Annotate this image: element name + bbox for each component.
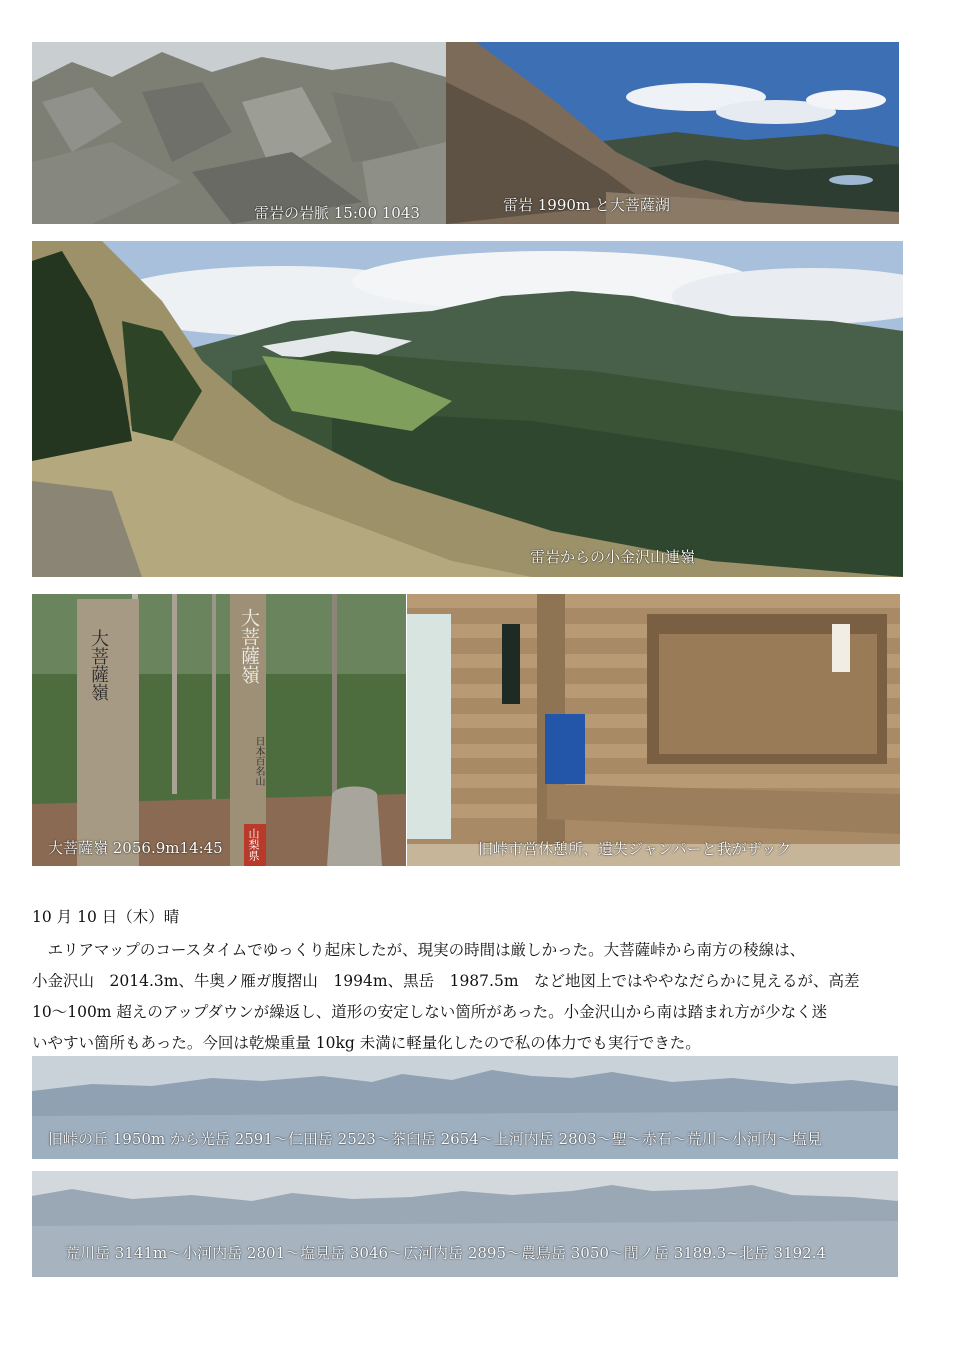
post-left-text: 大菩薩嶺 [88,629,109,701]
post-right-badge: 山梨県 [247,828,260,861]
photo-rest-hut [407,594,900,866]
photo-summit-post [32,594,406,866]
paragraph-line: 10～100m 超えのアップダウンが繰返し、道形の安定しない箇所があった。小金沢山から南は踏まれ方が少なく迷 [32,1003,828,1021]
paragraph-line: いやすい箇所もあった。今回は乾燥重量 10kg 未満に軽量化したので私の体力でも実行できた。 [32,1034,701,1052]
photo-caption: 荒川岳 3141m～小河内岳 2801～塩見岳 3046～広河内岳 2895～農鳥岳 3050～間ノ岳 3189.3~北岳 3192.4 [65,1244,827,1262]
photo-panorama-2 [32,1171,898,1277]
photo-caption: 大菩薩嶺 2056.9m14:45 [48,839,223,857]
rest-hut-image [407,594,900,866]
rock-ridge-image [32,42,446,224]
photo-caption: 雷岩の岩脈 15:00 1043 [254,204,420,222]
photo-kaminari-lake [446,42,899,224]
paragraph-line: エリアマップのコースタイムでゆっくり起床したが、現実の時間は厳しかった。大菩薩峠から南方の稜線は、 [47,941,806,959]
photo-caption: 旧峠の丘 1950m から光岳 2591～仁田岳 2523～茶臼岳 2654～上河内岳 2803～聖～赤石～荒川～小河内～塩見 [48,1130,822,1148]
post-right-text: 大菩薩嶺 [238,608,260,684]
photo-caption: 雷岩からの小金沢山連嶺 [530,548,696,566]
diary-date-line: 10 月 10 日（木）晴 [32,908,180,926]
photo-panorama-1 [32,1056,898,1159]
koganezawa-range-image [32,241,903,577]
photo-koganezawa-range [32,241,903,577]
post-right-sub: 日本百名山 [253,736,264,786]
photo-caption: 雷岩 1990m と大菩薩湖 [503,196,670,214]
paragraph-line: 小金沢山 2014.3m、牛奥ノ雁ガ腹摺山 1994m、黒岳 1987.5m など地図上ではややなだらかに見えるが、高差 [32,972,860,990]
photo-rock-ridge [32,42,446,224]
photo-caption: 旧峠市営休憩所、遺失ジャンパーと我がザック [478,840,792,858]
